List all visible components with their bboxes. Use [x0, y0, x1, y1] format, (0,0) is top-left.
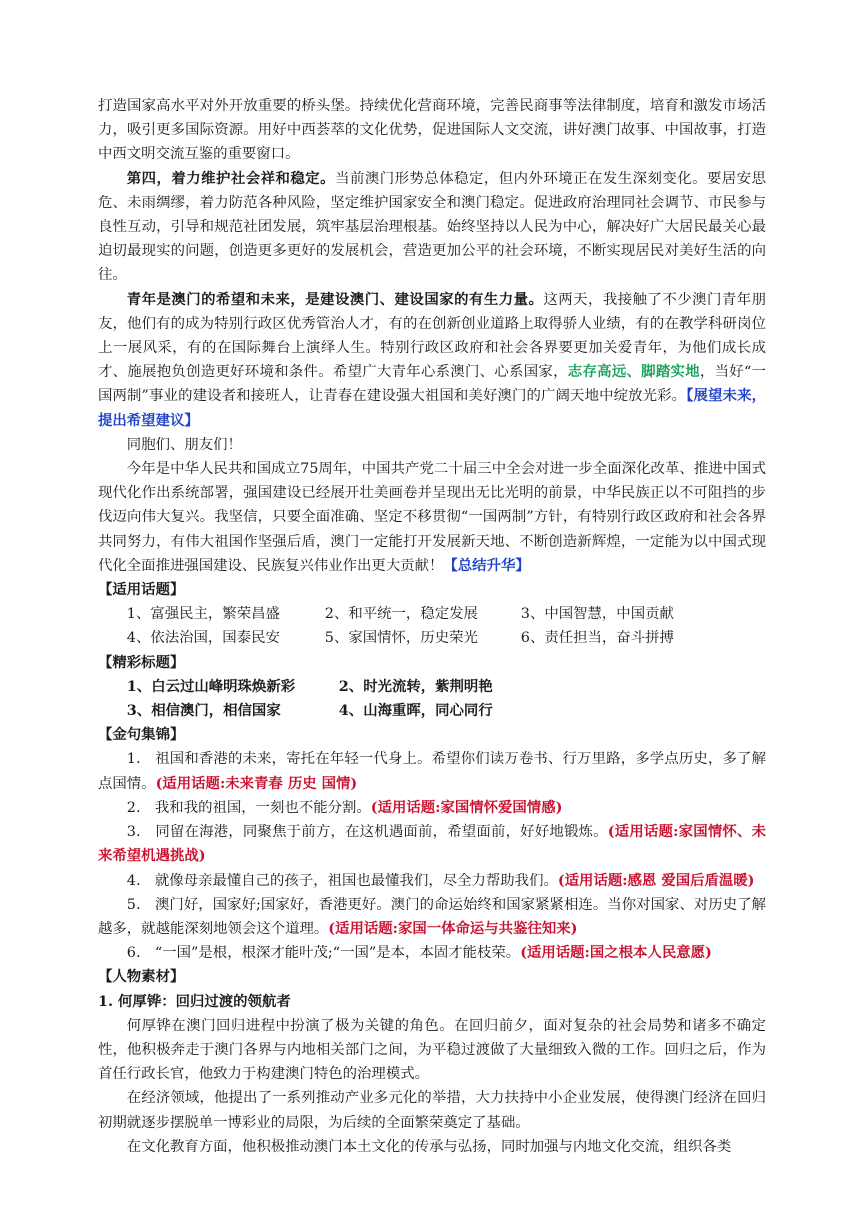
document-page — [98, 94, 766, 1159]
point-four-heading: 第四，着力维护社会祥和稳定。 — [126, 169, 336, 187]
topic-item: 5、家国情怀，历史荣光 — [324, 630, 478, 647]
title-item: 2、时光流转，紫荆明艳 — [338, 677, 493, 695]
conclusion-text: 今年是中华人民共和国成立75周年，中国共产党二十届三中全会对进一步全面深化改革、推进中国式现代化作出系统部署，强国建设已经展开壮美画卷并呈现出无比光明的前景，中华民族正以不可阻挡的步伐迈向伟大复兴。我坚信，只要全面准确、坚定不移贯彻“一国两制”方针，有特别行政区政府和社会各界共同努力，有伟大祖国作坚强后盾，澳门一定能打开发展新天地、不断创造新辉煌，一定能为以中国式现代化全面推进强国建设、民族复兴伟业作出更大贡献！ — [98, 461, 766, 574]
topic-item: 2、和平统一，稳定发展 — [324, 606, 478, 623]
quote-item — [98, 941, 766, 965]
youth-text-1: 这两天，我接触了不少澳门青年朋友，他们有的成为特别行政区优秀管治人才，有的在创新创业道路上取得骄人业绩，有的在教学科研岗位上一展风采，有的在国际舞台上演绎人生。特别行政区政府和社会各界要更加关爱青年，为他们成长成才、施展抱负创造更好环境和条件。希望广大青年心系澳门、心系国家， — [98, 291, 766, 381]
titles-row-1 — [98, 675, 766, 699]
title-item: 4、山海重晖，同心同行 — [338, 702, 493, 720]
quote-item — [98, 869, 766, 893]
paragraph-social-stability — [98, 167, 766, 288]
quote-topic: (适用话题:家国情怀、未来希望机遇挑战) — [98, 823, 766, 865]
greeting: 同胞们、朋友们！ — [126, 436, 242, 453]
quote-topic: (适用话题:家国一体命运与共鉴往知来) — [328, 919, 578, 937]
people-heading: 【人物素材】 — [98, 968, 185, 986]
quote-text: 6. “一国”是根，根深才能叶茂;“一国”是本，本固才能枝荣。 — [126, 945, 521, 962]
point-four-text: 当前澳门形势总体稳定，但内外环境正在发生深刻变化。要居安思危、未雨绸缪，着力防范各种风险，坚定维护国家安全和澳门稳定。促进政府治理同社会调节、市民参与良性互动，引导和规范社团发展，筑牢基层治理根基。始终坚持以人民为中心，解决好广大居民最关心最迫切最现实的问题，创造更多更好的发展机会，营造更加公平的社会环境，不断实现居民对美好生活的向往。 — [98, 170, 766, 284]
quote-topic: (适用话题:感恩 爱国后盾温暖) — [557, 871, 755, 889]
titles-heading: 【精彩标题】 — [98, 653, 185, 671]
title-item: 1、白云过山峰明珠焕新彩 — [126, 677, 296, 695]
person-title: 1. 何厚铧：回归过渡的领航者 — [98, 992, 291, 1010]
person-paragraph: 何厚铧在澳门回归进程中扮演了极为关键的角色。在回归前夕，面对复杂的社会局势和诸多不确定性，他积极奔走于澳门各界与内地相关部门之间，为平稳过渡做了大量细致入微的工作。回归之后，作为首任行政长官，他致力于构建澳门特色的治理模式。 — [98, 1017, 766, 1083]
quote-text: 3. 同留在海港，同聚焦于前方，在这机遇面前，希望面前，好好地锻炼。 — [126, 824, 608, 841]
youth-annotation: 【展望未来，提出希望建议】 — [98, 387, 766, 429]
person-paragraph: 在经济领域，他提出了一系列推动产业多元化的举措，大力扶持中小企业发展，使得澳门经济在回归初期就逐步摆脱单一博彩业的局限，为后续的全面繁荣奠定了基础。 — [98, 1090, 766, 1131]
quote-text: 2. 我和我的祖国，一刻也不能分割。 — [126, 799, 371, 816]
quote-item — [98, 820, 766, 868]
quote-topic: (适用话题:家国情怀爱国情感) — [370, 798, 563, 816]
quote-topic: (适用话题:未来青春 历史 国情) — [155, 774, 358, 792]
topics-row-1 — [98, 602, 766, 626]
quotes-heading: 【金句集锦】 — [98, 726, 185, 744]
titles-row-2 — [98, 699, 766, 723]
topic-item: 6、责任担当，奋斗拼搏 — [520, 630, 674, 647]
topic-item: 3、中国智慧，中国贡献 — [520, 606, 674, 623]
quote-topic: (适用话题:国之根本人民意愿) — [520, 944, 712, 962]
topics-heading: 【适用话题】 — [98, 581, 185, 599]
topics-row-2 — [98, 626, 766, 650]
conclusion-annotation: 【总结升华】 — [443, 556, 530, 574]
quote-item — [98, 747, 766, 795]
paragraph-youth — [98, 288, 766, 433]
quote-text: 1. 祖国和香港的未来，寄托在年轻一代身上。希望你们读万卷书、行万里路，多学点历史，多了解点国情。 — [98, 751, 766, 792]
topic-item: 1、富强民主，繁荣昌盛 — [126, 606, 280, 623]
topic-item: 4、依法治国，国泰民安 — [126, 630, 280, 647]
quote-text: 4. 就像母亲最懂自己的孩子，祖国也最懂我们，尽全力帮助我们。 — [126, 872, 558, 889]
youth-text-2: ，当好“一国两制”事业的建设者和接班人，让青春在建设强大祖国和美好澳门的广阔天地中绽放光彩。 — [98, 364, 766, 405]
person-paragraph: 在文化教育方面，他积极推动澳门本土文化的传承与弘扬，同时加强与内地文化交流，组织各类 — [126, 1138, 732, 1155]
title-item: 3、相信澳门，相信国家 — [126, 702, 281, 720]
youth-heading: 青年是澳门的希望和未来，是建设澳门、建设国家的有生力量。 — [126, 290, 544, 308]
quote-text: 5. 澳门好，国家好;国家好，香港更好。澳门的命运始终和国家紧紧相连。当你对国家、对历史了解越多，就越能深刻地领会这个道理。 — [98, 896, 766, 937]
paragraph-open-economy: 打造国家高水平对外开放重要的桥头堡。持续优化营商环境，完善民商事等法律制度，培育和激发市场活力，吸引更多国际资源。用好中西荟萃的文化优势，促进国际人文交流，讲好澳门故事、中国故事，打造中西文明交流互鉴的重要窗口。 — [98, 98, 766, 163]
quote-item — [98, 893, 766, 941]
quote-item — [98, 796, 766, 820]
paragraph-conclusion — [98, 457, 766, 578]
youth-highlight: 志存高远、脚踏实地 — [567, 363, 700, 381]
